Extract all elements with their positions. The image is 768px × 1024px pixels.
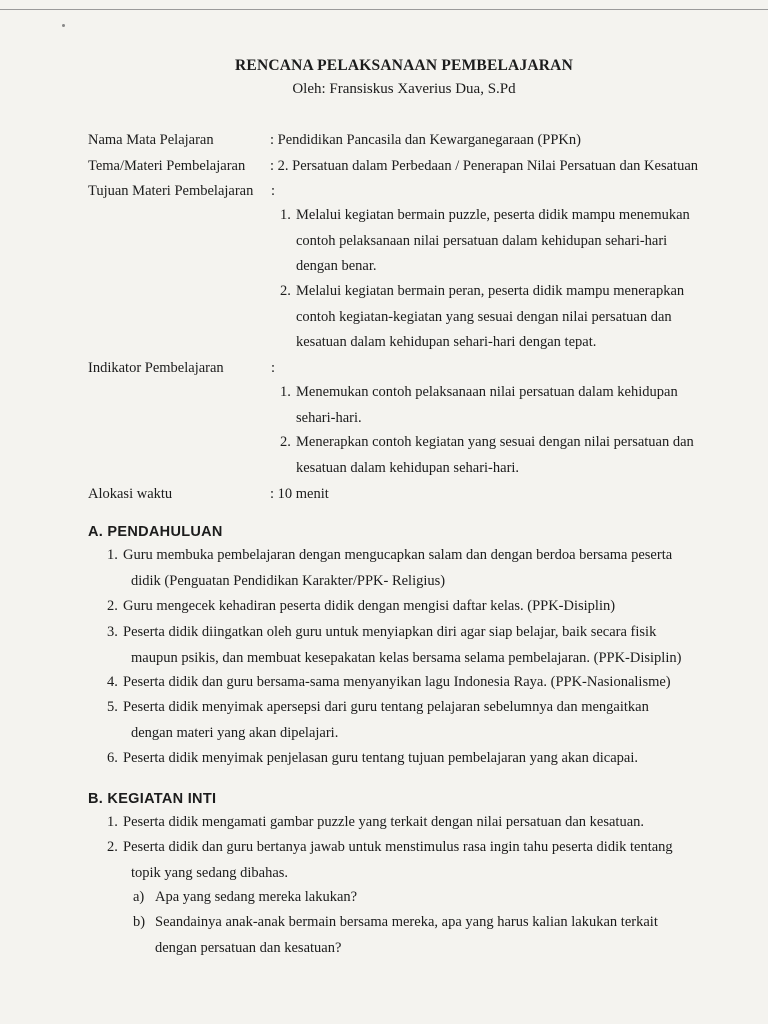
list-item-number: 6.	[107, 750, 118, 766]
sub-list-item-line: Apa yang sedang mereka lakukan?	[155, 889, 358, 905]
sub-list-item	[133, 885, 723, 911]
list-item-line: Guru membuka pembelajaran dengan mengucapkan salam dan dengan berdoa bersama peserta	[123, 547, 673, 563]
objective-line: Melalui kegiatan bermain peran, peserta didik mampu menerapkan	[296, 283, 685, 299]
sub-list-item	[133, 910, 723, 961]
indicator-item	[280, 380, 720, 431]
objective-line: contoh kegiatan-kegiatan yang sesuai dengan nilai persatuan dan	[296, 308, 672, 325]
scan-speck	[62, 24, 65, 27]
objective-line: dengan benar.	[296, 258, 377, 274]
list-item-line: Peserta didik mengamati gambar puzzle yang terkait dengan nilai persatuan dan kesatuan.	[123, 814, 645, 830]
document-title: RENCANA PELAKSANAAN PEMBELAJARAN	[235, 57, 573, 74]
list-item-line: Peserta didik menyimak apersepsi dari guru tentang pelajaran sebelumnya dan mengaitkan	[123, 699, 649, 715]
time-value: : 10 menit	[270, 486, 329, 502]
indicator-item	[280, 430, 720, 481]
indicator-number: 2.	[280, 434, 291, 450]
list-item-line: Peserta didik dan guru bersama-sama menyanyikan lagu Indonesia Raya. (PPK-Nasionalisme)	[123, 674, 671, 690]
theme-label: Tema/Materi Pembelajaran	[88, 158, 246, 174]
sub-list-item-line: Seandainya anak-anak bermain bersama mereka, apa yang harus kalian lakukan terkait	[155, 914, 658, 930]
list-item-line: topik yang sedang dibahas.	[131, 864, 289, 881]
list-item	[107, 695, 723, 746]
list-item-number: 2.	[107, 598, 118, 614]
list-item-line: Guru mengecek kehadiran peserta didik dengan mengisi daftar kelas. (PPK-Disiplin)	[123, 598, 616, 614]
sub-list-item-line: dengan persatuan dan kesatuan?	[155, 939, 342, 956]
list-item-line: Peserta didik menyimak penjelasan guru tentang tujuan pembelajaran yang akan dicapai.	[123, 750, 638, 766]
time-label: Alokasi waktu	[88, 486, 173, 502]
list-item-line: didik (Penguatan Pendidikan Karakter/PPK- Religius)	[131, 572, 446, 589]
objective-line: contoh pelaksanaan nilai persatuan dalam kehidupan sehari-hari	[296, 232, 668, 249]
indicator-line: sehari-hari.	[296, 409, 362, 426]
list-item-number: 4.	[107, 674, 118, 690]
subject-value: : Pendidikan Pancasila dan Kewarganegaraan (PPKn)	[270, 132, 581, 148]
objective-item	[280, 203, 720, 280]
list-item	[107, 594, 723, 620]
list-item	[107, 543, 723, 594]
list-item	[107, 620, 723, 671]
section-b-heading: B. KEGIATAN INTI	[88, 791, 217, 807]
objectives-colon: :	[271, 183, 276, 199]
list-item	[107, 835, 723, 886]
objective-item	[280, 279, 720, 356]
list-item-number: 2.	[107, 839, 118, 855]
objective-number: 1.	[280, 207, 291, 223]
objectives-label: Tujuan Materi Pembelajaran	[88, 183, 254, 199]
sub-list-item-letter: b)	[133, 914, 146, 930]
theme-value: : 2. Persatuan dalam Perbedaan / Penerapan Nilai Persatuan dan Kesatuan	[270, 158, 699, 174]
objective-number: 2.	[280, 283, 291, 299]
indicator-line: Menemukan contoh pelaksanaan nilai persatuan dalam kehidupan	[296, 384, 678, 400]
list-item-number: 1.	[107, 547, 118, 563]
list-item-line: Peserta didik diingatkan oleh guru untuk menyiapkan diri agar siap belajar, baik secara fisik	[123, 624, 657, 640]
list-item-line: maupun psikis, dan membuat kesepakatan kelas bersama selama pembelajaran. (PPK-Disiplin)	[131, 649, 682, 666]
indicators-label: Indikator Pembelajaran	[88, 360, 224, 376]
list-item	[107, 810, 723, 836]
list-item-number: 5.	[107, 699, 118, 715]
document-author: Oleh: Fransiskus Xaverius Dua, S.Pd	[292, 81, 516, 97]
objective-line: Melalui kegiatan bermain puzzle, peserta didik mampu menemukan	[296, 207, 690, 223]
list-item-line: dengan materi yang akan dipelajari.	[131, 724, 339, 741]
indicator-line: kesatuan dalam kehidupan sehari-hari.	[296, 459, 520, 476]
list-item-number: 3.	[107, 624, 118, 640]
sub-list-item-letter: a)	[133, 889, 145, 905]
section-a-heading: A. PENDAHULUAN	[88, 524, 223, 540]
scan-top-edge	[0, 9, 768, 10]
list-item	[107, 670, 723, 696]
indicators-colon: :	[271, 360, 276, 376]
indicator-number: 1.	[280, 384, 291, 400]
list-item-line: Peserta didik dan guru bertanya jawab untuk menstimulus rasa ingin tahu peserta didik tentang	[123, 839, 673, 855]
indicator-line: Menerapkan contoh kegiatan yang sesuai dengan nilai persatuan dan	[296, 434, 694, 450]
objective-line: kesatuan dalam kehidupan sehari-hari dengan tepat.	[296, 334, 597, 350]
list-item-number: 1.	[107, 814, 118, 830]
list-item	[107, 746, 723, 772]
subject-label: Nama Mata Pelajaran	[88, 132, 214, 148]
